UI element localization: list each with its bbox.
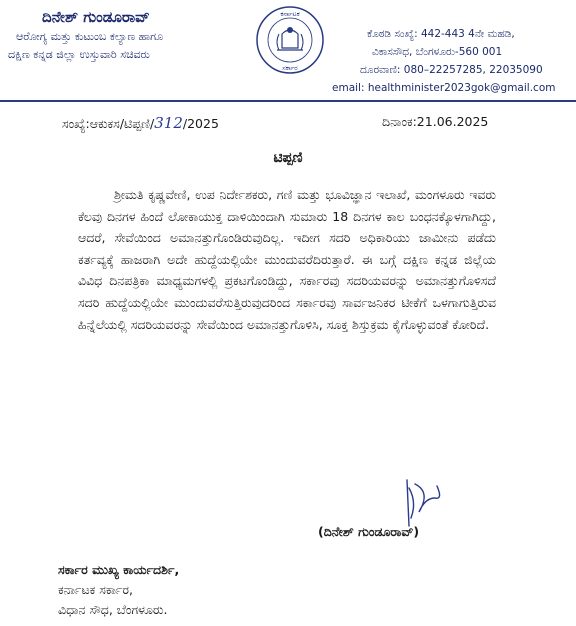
emblem-bottom-text: ಸರ್ಕಾರ [282, 64, 298, 72]
letterhead-right [332, 28, 572, 99]
note-heading: ಟಿಪ್ಪಣಿ [273, 150, 303, 166]
state-emblem-icon [255, 4, 325, 76]
designation-line-1: ಆರೋಗ್ಯ ಮತ್ತು ಕುಟುಂಬ ಕಲ್ಯಾಣ ಹಾಗೂ [16, 30, 164, 43]
note-body [78, 184, 496, 335]
recipient-line-3: ವಿಧಾನ ಸೌಧ, ಬೆಂಗಳೂರು. [58, 602, 168, 617]
letterhead-divider [0, 100, 576, 102]
recipient-line-1: ಸರ್ಕಾರ ಮುಖ್ಯ ಕಾರ್ಯದರ್ಶಿ, [58, 562, 180, 577]
office-email: email: healthminister2023gok@gmail.com [332, 82, 556, 94]
reference-number [62, 114, 219, 132]
designation-line-2: ದಕ್ಷಿಣ ಕನ್ನಡ ಜಿಲ್ಲಾ ಉಸ್ತುವಾರಿ ಸಚಿವರು [8, 48, 150, 61]
minister-name: ದಿನೇಶ್ ಗುಂಡೂರಾವ್ [42, 8, 150, 26]
document-date: ದಿನಾಂಕ:21.06.2025 [382, 114, 489, 129]
recipient-line-2: ಕರ್ನಾಟಕ ಸರ್ಕಾರ, [58, 582, 133, 597]
reference-prefix: ಸಂಖ್ಯೆ:ಆಕುಕಸ/ಟಿಪ್ಪಣಿ/ [62, 116, 155, 131]
signature-mark [395, 468, 475, 528]
letterhead-left [8, 8, 238, 62]
body-paragraph: ಶ್ರೀಮತಿ ಕೃಷ್ಣವೇಣಿ, ಉಪ ನಿರ್ದೇಶಕರು, ಗಣಿ ಮತ್ತು ಭೂವಿಜ್ಞಾನ ಇಲಾಖೆ, ಮಂಗಳೂರು ಇವರು ಕೆಲವು ದಿನಗಳ ಹಿಂದೆ ಲೋಕಾಯುಕ್ತ ದಾಳಿಯಿಂದಾಗಿ ಸುಮಾರು 18 ದಿನಗಳ ಕಾಲ ಬಂಧನಕ್ಕೊಳಗಾಗಿದ್ದು, ಆದರೆ, ಸೇವೆಯಿಂದ ಅಮಾನತ್ತುಗೊಂಡಿರುವುದಿಲ್ಲ. ಇದೀಗ ಸದರಿ ಅಧಿಕಾರಿಯು ಜಾಮೀನು ಪಡೆದು ಕರ್ತವ್ಯಕ್ಕೆ ಹಾಜರಾಗಿ ಅದೇ ಹುದ್ದೆಯಲ್ಲಿಯೇ ಮುಂದುವರೆದಿರುತ್ತಾರೆ. ಈ ಬಗ್ಗೆ ದಕ್ಷಿಣ ಕನ್ನಡ ಜಿಲ್ಲೆಯ ವಿವಿಧ ದಿನಪತ್ರಿಕಾ ಮಾಧ್ಯಮಗಳಲ್ಲಿ ಪ್ರಕಟಗೊಂಡಿದ್ದು, ಸರ್ಕಾರವು ಸದರಿಯವರನ್ನು ಅಮಾನತ್ತುಗೊಳಿಸದೆ ಸದರಿ ಹುದ್ದೆಯಲ್ಲಿಯೇ ಮುಂದುವರೆಸುತ್ತಿರುವುದರಿಂದ ಸರ್ಕಾರವು ಸಾರ್ವಜನಿಕರ ಟೀಕೆಗೆ ಒಳಗಾಗುತ್ತಿರುವ ಹಿನ್ನೆಲೆಯಲ್ಲಿ ಸದರಿಯವರನ್ನು ಸೇವೆಯಿಂದ ಅಮಾನತ್ತುಗೊಳಿಸಿ, ಸೂಕ್ತ ಶಿಸ್ತುಕ್ರಮ ಕೈಗೊಳ್ಳುವಂತೆ ಕೋರಿದೆ. [78, 187, 496, 332]
office-room: ಕೊಠಡಿ ಸಂಖ್ಯೆ: 442-443 4ನೇ ಮಹಡಿ, [367, 28, 515, 40]
emblem-top-text: ಕರ್ನಾಟಕ [280, 10, 300, 18]
office-building: ವಿಕಾಸಸೌಧ, ಬೆಂಗಳೂರು-560 001 [372, 46, 503, 58]
signatory-name: (ದಿನೇಶ್ ಗುಂಡೂರಾವ್) [318, 524, 420, 539]
office-phone: ದೂರವಾಣಿ: 080–22257285, 22035090 [360, 64, 543, 76]
recipient-address [58, 560, 179, 620]
reference-suffix: /2025 [182, 116, 219, 131]
reference-handwritten-number: 312 [154, 114, 183, 132]
